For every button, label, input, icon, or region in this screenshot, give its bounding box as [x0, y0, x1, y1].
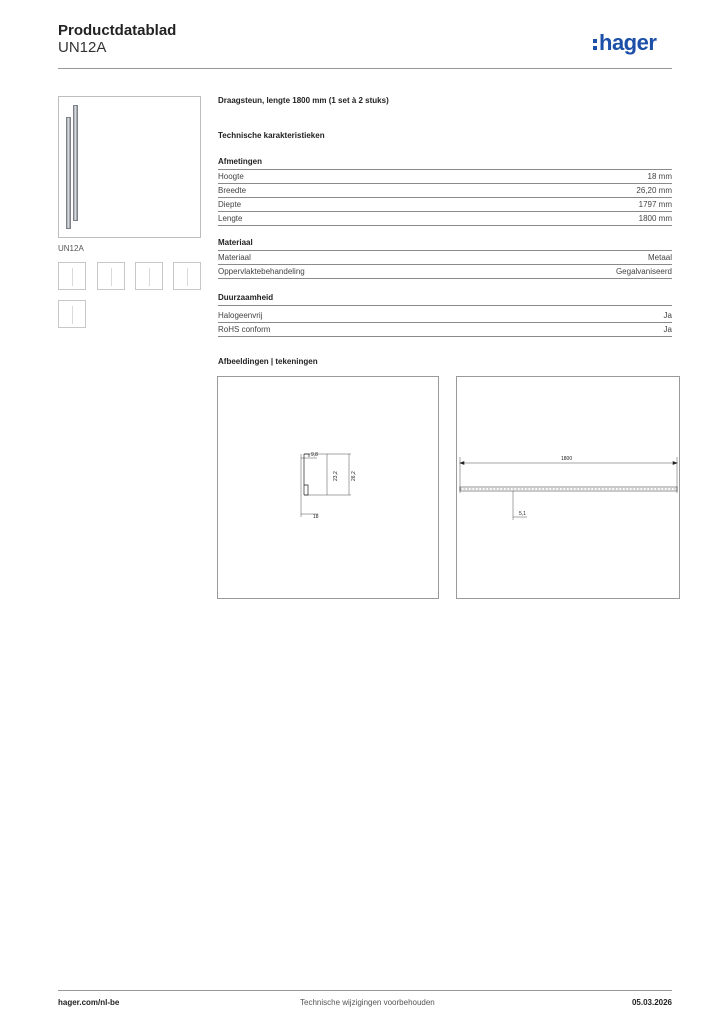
spec-value: 18 mm [647, 172, 672, 181]
image-caption: UN12A [58, 244, 84, 253]
spec-label: Breedte [218, 186, 247, 195]
spec-row [218, 309, 672, 323]
spec-row [218, 265, 672, 279]
logo-text: hager [599, 30, 657, 55]
product-code: UN12A [58, 39, 107, 56]
thumbnail[interactable] [173, 262, 201, 290]
profile-drawing-svg [218, 377, 440, 600]
group-heading-materiaal: Materiaal [218, 238, 672, 251]
spec-value: Ja [663, 311, 672, 320]
spec-row [218, 323, 672, 337]
rail-image-part [66, 117, 71, 229]
rail-image-part [73, 105, 78, 221]
spec-label: Materiaal [218, 253, 251, 262]
footer-date: 05.03.2026 [631, 998, 672, 1007]
profile-base [304, 485, 308, 495]
spec-value: 1800 mm [638, 214, 672, 223]
spec-value: 26,20 mm [636, 186, 672, 195]
thumbnail[interactable] [135, 262, 163, 290]
spec-value: Ja [663, 325, 672, 334]
dim-label-length: 1800 [561, 456, 573, 462]
spec-row [218, 198, 672, 212]
length-drawing[interactable] [456, 376, 680, 599]
thumbnail[interactable] [58, 300, 86, 328]
page-title: Productdatablad [58, 22, 177, 39]
spec-label: Oppervlaktebehandeling [218, 267, 305, 276]
spec-value: Gegalvaniseerd [615, 267, 672, 276]
group-heading-afmetingen: Afmetingen [218, 157, 672, 170]
spec-label: Halogeenvrij [218, 311, 263, 320]
spec-value: Metaal [647, 253, 672, 262]
profile-drawing[interactable] [217, 376, 439, 599]
spec-row [218, 251, 672, 265]
arrowhead-right [673, 462, 677, 465]
dim-label-bottom: 18 [313, 514, 319, 520]
arrowhead-left [460, 462, 464, 465]
spec-label: Lengte [218, 214, 243, 223]
specs-heading: Technische karakteristieken [218, 131, 325, 140]
logo-colon-icon [593, 37, 597, 51]
spec-row [218, 212, 672, 226]
header-divider [58, 68, 672, 69]
thumbnail[interactable] [97, 262, 125, 290]
product-image[interactable] [58, 96, 201, 238]
dim-label-outer: 26,2 [351, 471, 357, 481]
dim-label-inner: 23,2 [333, 471, 339, 481]
spec-row [218, 184, 672, 198]
footer-notice: Technische wijzigingen voorbehouden [300, 998, 435, 1007]
footer-website-link[interactable]: hager.com/nl-be [58, 998, 120, 1007]
dim-label-offset: 5,1 [519, 511, 526, 517]
spec-label: Diepte [218, 200, 242, 209]
spec-label: Hoogte [218, 172, 244, 181]
product-description: Draagsteun, lengte 1800 mm (1 set à 2 stuks) [218, 96, 389, 105]
drawings-heading: Afbeeldingen | tekeningen [218, 357, 318, 366]
dim-label-top: 9,8 [311, 452, 318, 458]
footer-divider [58, 990, 672, 991]
hager-logo[interactable] [593, 30, 656, 56]
thumbnail[interactable] [58, 262, 86, 290]
spec-row [218, 170, 672, 184]
profile-top-lip [304, 454, 309, 457]
group-heading-duurzaamheid: Duurzaamheid [218, 293, 672, 306]
length-drawing-svg [457, 377, 681, 600]
spec-label: RoHS conform [218, 325, 271, 334]
spec-value: 1797 mm [638, 200, 672, 209]
